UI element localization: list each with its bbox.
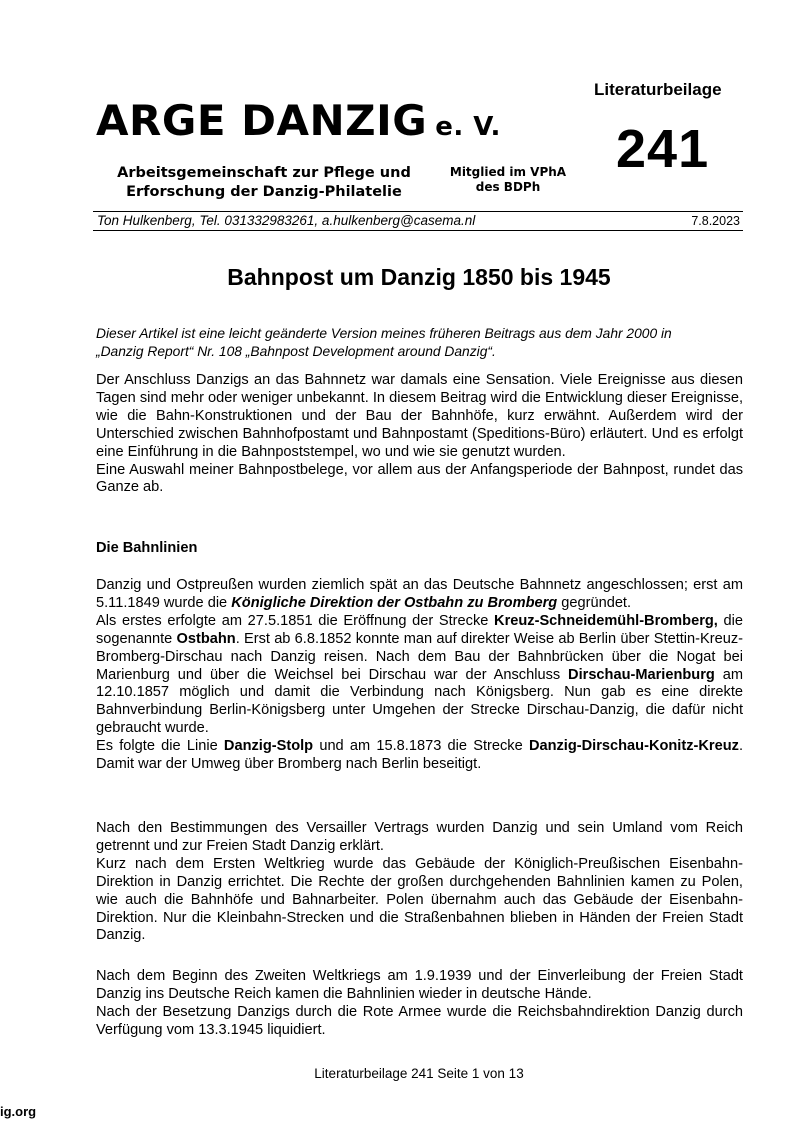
ostbahn-directorate: Königliche Direktion der Ostbahn zu Bromberg xyxy=(231,594,558,611)
org-subtitle xyxy=(100,164,428,202)
issue-date: 7.8.2023 xyxy=(691,214,740,228)
history-paragraph-6: Nach dem Beginn des Zweiten Weltkriegs am 1.9.1939 und der Einverleibung der Freien Stadt Danzig ins Deutsche Reich kamen die Bahnlinien wieder in deutsche Hände. xyxy=(96,968,743,1002)
subtitle-line-1: Arbeitsgemeinschaft zur Pflege und xyxy=(117,165,411,181)
section-body-2 xyxy=(96,820,743,945)
contact-info: Ton Hulkenberg, Tel. 031332983261, a.hulkenberg@casema.nl xyxy=(97,213,476,228)
history-paragraph-1: Danzig und Ostpreußen wurden ziemlich spät an das Deutsche Bahnnetz angeschlossen; erst am 5.11.1849 wurde die Königliche Direktion der Ostbahn zu Bromberg gegründet. xyxy=(96,577,743,611)
history-paragraph-3: Es folgte die Linie Danzig-Stolp und am 15.8.1873 die Strecke Danzig-Dirschau-Konitz-Kreuz. Damit war der Umweg über Bromberg nach Berlin beseitigt. xyxy=(96,738,743,773)
site-url-fragment: ig.org xyxy=(0,1104,37,1119)
intro-line-2: „Danzig Report“ Nr. 108 „Bahnpost Development around Danzig“. xyxy=(96,343,496,359)
history-paragraph-7: Nach der Besetzung Danzigs durch die Rote Armee wurde die Reichsbahndirektion Danzig durch Verfügung vom 13.3.1945 liquidiert. xyxy=(96,1003,743,1038)
lead-paragraph-1: Der Anschluss Danzigs an das Bahnnetz war damals eine Sensation. Viele Ereignisse aus diesen Tagen sind mehr oder weniger unbekannt. In diesem Beitrag wird die Entwicklung dieser Ereignisse, wie die Bahn-Konstruktionen und der Bau der Bahnhöfe, kurz erwähnt. Außerdem wird der Unterschied zwischen Bahnhofpostamt und Bahnpostamt (Speditions-Büro) erläutert. Und es erfolgt eine Einführung in die Bahnpoststempel, wo und wie sie genutzt wurden. xyxy=(96,372,743,460)
page-footer: Literaturbeilage 241 Seite 1 von 13 xyxy=(314,1066,524,1081)
article-title: Bahnpost um Danzig 1850 bis 1945 xyxy=(227,264,611,290)
history-paragraph-2: Als erstes erfolgte am 27.5.1851 die Eröffnung der Strecke Kreuz-Schneidemühl-Bromberg, die sogenannte Ostbahn. Erst ab 6.8.1852 konnte man auf direkter Weise ab Berlin über Stettin-Kreuz-Bromberg-Dirschau nach Danzig reisen. Nach dem Bau der Bahnbrücken über die Nogat bei Marienburg und über die Weichsel bei Dirschau war der Anschluss Dirschau-Marienburg am 12.10.1857 möglich und damit die Verbindung nach Königsberg. Nun gab es eine direkte Bahnverbindung Berlin-Königsberg unter Umgehen der Strecke Dirschau-Danzig, die dafür nicht gebraucht wurde. xyxy=(96,612,743,737)
lead-paragraph-2: Eine Auswahl meiner Bahnpostbelege, vor allem aus der Anfangsperiode der Bahnpost, rundet das Ganze ab. xyxy=(96,461,743,496)
article-lead xyxy=(96,372,743,497)
org-name: ARGE DANZIG xyxy=(96,96,428,145)
section-body-1 xyxy=(96,577,743,774)
section-body-3 xyxy=(96,968,743,1040)
org-suffix: e. V. xyxy=(435,112,501,142)
supplement-label: Literaturbeilage xyxy=(594,80,722,99)
supplement-number: 241 xyxy=(616,119,710,179)
subtitle-line-2: Erforschung der Danzig-Philatelie xyxy=(126,184,402,200)
section-heading: Die Bahnlinien xyxy=(96,540,198,556)
history-paragraph-4: Nach den Bestimmungen des Versailler Vertrags wurden Danzig und sein Umland vom Reich getrennt und zur Freien Stadt Danzig erklärt. xyxy=(96,820,743,854)
member-line-1: Mitglied im VPhA xyxy=(449,165,567,179)
membership-note xyxy=(438,165,578,195)
member-line-2: des BDPh xyxy=(475,180,541,194)
intro-line-1: Dieser Artikel ist eine leicht geänderte Version meines früheren Beitrags aus dem Jahr 2000 in xyxy=(96,326,672,341)
history-paragraph-5: Kurz nach dem Ersten Weltkrieg wurde das Gebäude der Königlich-Preußischen Eisenbahn-Direktion in Danzig errichtet. Die Rechte der großen durchgehenden Bahnlinien kamen zu Polen, wie auch die Bahnhöfe und Bahnarbeiter. Polen übernahm auch das Gebäude der Eisenbahn-Direktion. Nur die Kleinbahn-Strecken und die Straßenbahnen blieben in Händen der Freien Stadt Danzig. xyxy=(96,855,743,944)
article-intro xyxy=(96,325,743,360)
org-title xyxy=(96,96,501,145)
